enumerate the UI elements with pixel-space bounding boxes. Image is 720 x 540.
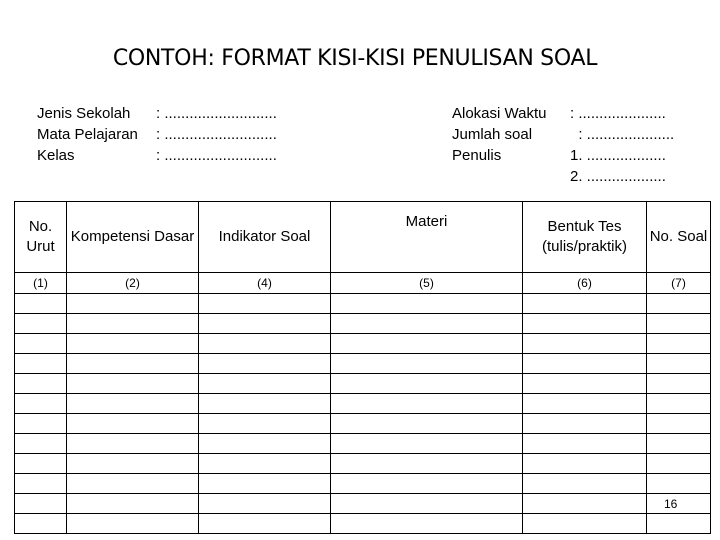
column-number: (6) (523, 273, 647, 294)
table-cell (647, 314, 711, 334)
info-label: Mata Pelajaran (37, 126, 138, 143)
info-value: 2. ................... (570, 168, 666, 185)
column-number: (4) (199, 273, 331, 294)
table-cell (331, 394, 523, 414)
table-row (15, 494, 711, 514)
table-cell (15, 374, 67, 394)
exam-info-block (452, 103, 674, 187)
table-cell (67, 494, 199, 514)
table-cell (331, 374, 523, 394)
table-cell (15, 414, 67, 434)
table-cell (199, 394, 331, 414)
table-cell (647, 454, 711, 474)
table-cell (647, 294, 711, 314)
table-cell (15, 394, 67, 414)
info-value: : ........................... (156, 105, 277, 122)
info-row-penulis-2 (452, 166, 674, 187)
table-cell (331, 454, 523, 474)
table-row (15, 454, 711, 474)
info-value: 1. ................... (570, 147, 666, 164)
table-cell (199, 314, 331, 334)
info-value: : ........................... (156, 126, 277, 143)
table-cell (523, 294, 647, 314)
table-cell (67, 334, 199, 354)
table-cell (647, 514, 711, 534)
table-cell (199, 494, 331, 514)
info-label: Jumlah soal (452, 126, 533, 143)
table-cell (67, 454, 199, 474)
table-cell (331, 354, 523, 374)
table-cell (331, 414, 523, 434)
info-label: Penulis (452, 147, 502, 164)
table-cell (647, 414, 711, 434)
table-cell (523, 514, 647, 534)
header-materi: Materi (331, 202, 523, 273)
table-cell (331, 294, 523, 314)
table-row (15, 514, 711, 534)
table-cell (67, 374, 199, 394)
info-value: : ........................... (156, 147, 277, 164)
table-cell (199, 354, 331, 374)
table-cell (647, 474, 711, 494)
table-cell (647, 334, 711, 354)
table-cell (67, 314, 199, 334)
table-cell (331, 434, 523, 454)
table-cell (523, 454, 647, 474)
table-cell (15, 474, 67, 494)
table-cell (331, 494, 523, 514)
column-number: (7) (647, 273, 711, 294)
table-cell (199, 474, 331, 494)
table-cell (15, 294, 67, 314)
table-row (15, 314, 711, 334)
table-cell (199, 374, 331, 394)
column-number: (2) (67, 273, 199, 294)
table-cell (523, 474, 647, 494)
info-row-mata-pelajaran (37, 124, 277, 145)
table-row (15, 414, 711, 434)
table-cell (15, 514, 67, 534)
table-cell (647, 494, 711, 514)
school-info-block (37, 103, 277, 166)
info-value: : ..................... (570, 105, 666, 122)
table-row (15, 334, 711, 354)
table-cell (15, 354, 67, 374)
info-row-kelas (37, 145, 277, 166)
table-cell (523, 434, 647, 454)
table-cell (331, 514, 523, 534)
table-cell (67, 394, 199, 414)
header-bentuk-tes: Bentuk Tes (tulis/praktik) (523, 202, 647, 273)
page-title: CONTOH: FORMAT KISI-KISI PENULISAN SOAL (112, 46, 598, 71)
table-cell (331, 334, 523, 354)
kisi-kisi-table (14, 201, 711, 534)
header-indikator-soal: Indikator Soal (199, 202, 331, 273)
table-row (15, 294, 711, 314)
table-cell (331, 314, 523, 334)
info-label: Kelas (37, 147, 75, 164)
table-cell (523, 374, 647, 394)
table-cell (15, 434, 67, 454)
table-cell (67, 514, 199, 534)
table-cell (15, 334, 67, 354)
table-cell (331, 474, 523, 494)
info-label: Alokasi Waktu (452, 105, 547, 122)
table-cell (523, 394, 647, 414)
column-number: (1) (15, 273, 67, 294)
table-cell (199, 434, 331, 454)
table-cell (199, 514, 331, 534)
info-row-alokasi-waktu (452, 103, 674, 124)
header-kompetensi-dasar: Kompetensi Dasar (67, 202, 199, 273)
table-cell (15, 494, 67, 514)
info-row-jumlah-soal (452, 124, 674, 145)
table-cell (199, 334, 331, 354)
table-row (15, 474, 711, 494)
table-cell (199, 454, 331, 474)
table-cell (15, 454, 67, 474)
table-cell (15, 314, 67, 334)
table-cell (67, 474, 199, 494)
table-cell (67, 414, 199, 434)
page-number: 16 (664, 497, 678, 511)
table-row (15, 354, 711, 374)
table-cell (523, 314, 647, 334)
table-cell (647, 434, 711, 454)
column-number-row (15, 273, 711, 294)
table-cell (523, 334, 647, 354)
info-label (452, 166, 570, 187)
table-cell (647, 374, 711, 394)
column-number: (5) (331, 273, 523, 294)
header-no-urut: No. Urut (15, 202, 67, 273)
table-cell (647, 354, 711, 374)
table-cell (199, 294, 331, 314)
table-row (15, 394, 711, 414)
table-cell (523, 354, 647, 374)
table-cell (647, 394, 711, 414)
table-row (15, 374, 711, 394)
table-cell (199, 414, 331, 434)
table-cell (67, 434, 199, 454)
table-cell (67, 294, 199, 314)
header-no-soal: No. Soal (647, 202, 711, 273)
table-row (15, 434, 711, 454)
table-cell (523, 494, 647, 514)
table-cell (523, 414, 647, 434)
table-cell (67, 354, 199, 374)
info-value: : ..................... (570, 126, 675, 143)
info-label: Jenis Sekolah (37, 105, 131, 122)
table-header-row (15, 202, 711, 273)
info-row-jenis-sekolah (37, 103, 277, 124)
info-row-penulis-1 (452, 145, 674, 166)
